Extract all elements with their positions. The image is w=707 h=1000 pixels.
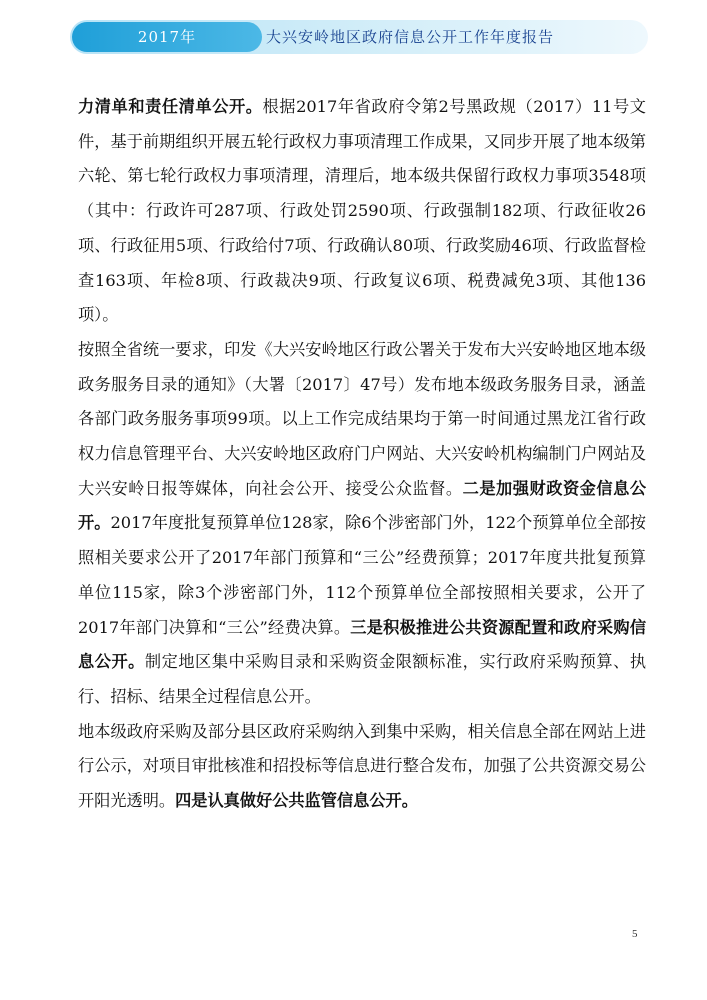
- heading-procurement-info: 三是积极推进公共资源配置和政府采购信息公开。: [78, 617, 647, 672]
- paragraph-3: [78, 715, 646, 819]
- paragraph-2-text-a: 按照全省统一要求，印发《大兴安岭地区行政公署关于发布大兴安岭地区地本级政务服务目录的通知》（大署〔2017〕47号）发布地本级政务服务目录，涵盖各部门政务服务事项99项。以上工作完成结果均于第一时间通过黑龙江省行政权力信息管理平台、大兴安岭地区政府门户网站、大兴安岭机构编制门户网站及大兴安岭日报等媒体，向社会公开、接受公众监督。: [78, 339, 646, 498]
- paragraph-2-text-c: 2017年度批复预算单位128家，除6个涉密部门外，122个预算单位全部按照相关要求公开了2017年部门预算和“三公”经费预算；2017年度共批复预算单位115家，除3个涉密部门外，112个预算单位全部按照相关要求，公开了2017年部门决算和“三公”经费决算。: [78, 513, 646, 637]
- header-year-badge: 2017年: [72, 22, 262, 52]
- paragraph-3-text-a: 地本级政府采购及部分县区政府采购纳入到集中采购，相关信息全部在网站上进行公示，对项目审批核准和招投标等信息进行整合发布，加强了公共资源交易公开阳光透明。: [78, 721, 646, 811]
- heading-power-list: 力清单和责任清单公开。: [78, 97, 263, 116]
- paragraph-1: [78, 90, 646, 333]
- page-header: [70, 20, 648, 54]
- report-body: [78, 90, 646, 819]
- page-number: 5: [632, 928, 638, 940]
- heading-supervision-info: 四是认真做好公共监管信息公开。: [175, 791, 418, 811]
- header-title: 大兴安岭地区政府信息公开工作年度报告: [266, 28, 555, 46]
- paragraph-2: [78, 333, 646, 715]
- paragraph-1-text: 根据2017年省政府令第2号黑政规（2017）11号文件，基于前期组织开展五轮行政权力事项清理工作成果，又同步开展了地本级第六轮、第七轮行政权力事项清理，清理后，地本级共保留行政权力事项3548项（其中：行政许可287项、行政处罚2590项、行政强制182项、行政征收26项、行政征用5项、行政给付7项、行政确认80项、行政奖励46项、行政监督检查163项、年检8项、行政裁决9项、行政复议6项、税费减免3项、其他136项）。: [78, 97, 646, 325]
- heading-fiscal-info: 二是加强财政资金信息公开。: [78, 478, 647, 533]
- paragraph-2-text-e: 制定地区集中采购目录和采购资金限额标准，实行政府采购预算、执行、招标、结果全过程信息公开。: [78, 652, 647, 706]
